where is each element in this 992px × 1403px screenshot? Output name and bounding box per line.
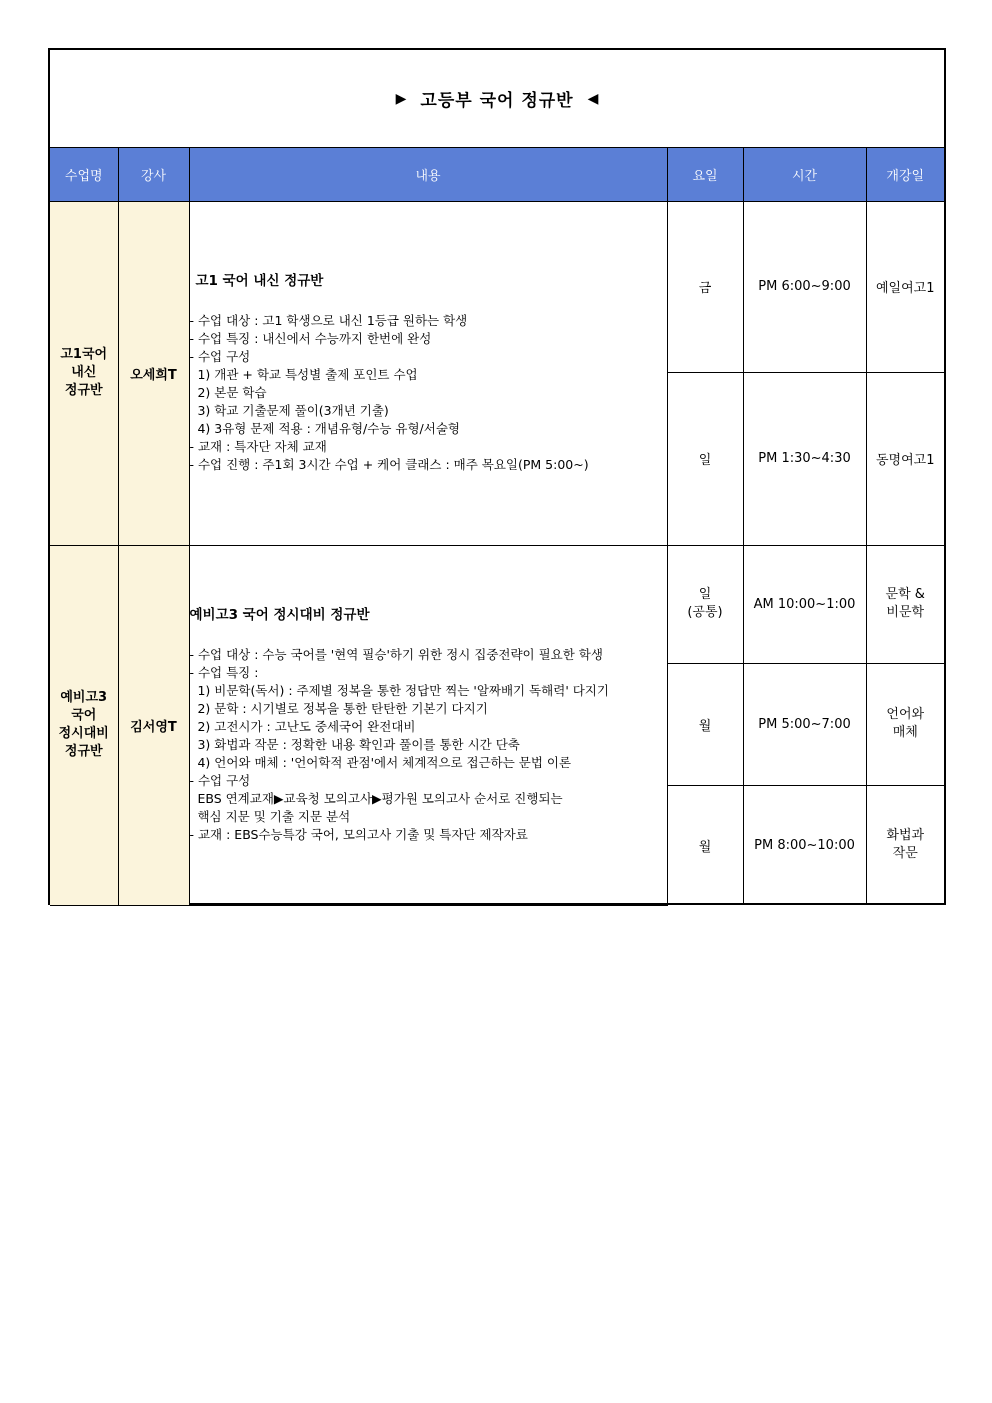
start-line: 비문학 [886, 605, 925, 620]
start-line: 화법과 [886, 828, 925, 844]
content-line: - 수업 구성 [189, 773, 251, 788]
content-title: 예비고3 국어 정시대비 정규반 [189, 607, 370, 623]
content-line: - 교재 : 특자단 자체 교재 [189, 439, 327, 454]
content-line: - 교재 : EBS수능특강 국어, 모의고사 기출 및 특자단 제작자료 [189, 827, 528, 842]
day-cell: 월 [667, 785, 743, 905]
course-name-cell [50, 545, 118, 905]
time-cell: PM 5:00~7:00 [743, 663, 866, 785]
content-line: 2) 고전시가 : 고난도 중세국어 완전대비 [189, 719, 416, 734]
content-cell [189, 201, 667, 545]
teacher-cell: 오세희T [118, 201, 189, 545]
time-cell: PM 6:00~9:00 [743, 201, 866, 372]
content-line: 4) 3유형 문제 적용 : 개념유형/수능 유형/서술형 [189, 421, 460, 436]
content-line: 2) 본문 학습 [189, 385, 267, 400]
time-cell: PM 8:00~10:00 [743, 785, 866, 905]
course-name-line: 내신 [71, 365, 97, 380]
header-day: 요일 [667, 148, 743, 201]
header-start: 개강일 [866, 148, 944, 201]
day-line: 일 [698, 587, 712, 602]
course-name-line: 예비고3 [60, 690, 108, 705]
page-title: 고등부 국어 정규반 [420, 91, 574, 111]
header-course-name: 수업명 [50, 148, 118, 201]
content-line: 1) 비문학(독서) : 주제별 정복을 통한 정답만 찍는 '알짜배기 독해력' 다지기 [189, 683, 609, 698]
day-cell: 일 [667, 372, 743, 545]
content-line: - 수업 특징 : 내신에서 수능까지 한번에 완성 [189, 331, 432, 346]
day-cell: 월 [667, 663, 743, 785]
course-name-line: 정규반 [64, 744, 103, 759]
course-name-cell [50, 201, 118, 545]
content-line: EBS 연계교재▶교육청 모의고사▶평가원 모의고사 순서로 진행되는 [189, 791, 563, 806]
content-line: 핵심 지문 및 기출 지문 분석 [189, 809, 351, 824]
course-table [50, 148, 944, 906]
start-line: 문학 & [885, 587, 925, 602]
day-line: (공통) [687, 605, 723, 620]
content-line: - 수업 진행 : 주1회 3시간 수업 + 케어 클래스 : 매주 목요일(PM 5:00~) [189, 457, 589, 472]
schedule-sheet [48, 48, 946, 905]
content-line: - 수업 대상 : 수능 국어를 '현역 필승'하기 위한 정시 집중전략이 필요한 학생 [189, 647, 603, 662]
time-cell: PM 1:30~4:30 [743, 372, 866, 545]
start-cell [866, 545, 944, 663]
start-line: 작문 [892, 846, 918, 862]
left-pointing-triangle-icon: ◀ [587, 90, 599, 107]
header-content: 내용 [189, 148, 667, 201]
content-title: 고1 국어 내신 정규반 [195, 273, 324, 289]
course-name-line: 고1국어 [60, 347, 108, 362]
start-cell: 동명여고1 [866, 372, 944, 545]
title-row [50, 50, 944, 148]
content-line: - 수업 구성 [189, 349, 251, 364]
course-name-line: 국어 [71, 708, 97, 723]
table-row [50, 545, 944, 663]
content-line: 2) 문학 : 시기별로 정복을 통한 탄탄한 기본기 다지기 [189, 701, 488, 716]
table-row [50, 201, 944, 372]
content-line: 3) 화법과 작문 : 정확한 내용 확인과 풀이를 통한 시간 단축 [189, 737, 520, 752]
header-teacher: 강사 [118, 148, 189, 201]
start-cell [866, 785, 944, 905]
day-cell [667, 545, 743, 663]
content-line: 1) 개관 + 학교 특성별 출제 포인트 수업 [189, 367, 418, 382]
content-cell [189, 545, 667, 905]
start-line: 매체 [892, 725, 918, 740]
start-cell: 예일여고1 [866, 201, 944, 372]
content-line: - 수업 대상 : 고1 학생으로 내신 1등급 원하는 학생 [189, 313, 468, 328]
right-pointing-triangle-icon: ▶ [395, 90, 407, 107]
header-row [50, 148, 944, 201]
day-cell: 금 [667, 201, 743, 372]
start-cell [866, 663, 944, 785]
course-name-line: 정규반 [64, 383, 103, 398]
content-line: - 수업 특징 : [189, 665, 259, 680]
content-line: 4) 언어와 매체 : '언어학적 관점'에서 체계적으로 접근하는 문법 이론 [189, 755, 572, 770]
time-cell: AM 10:00~1:00 [743, 545, 866, 663]
header-time: 시간 [743, 148, 866, 201]
start-line: 언어와 [886, 707, 925, 722]
content-line: 3) 학교 기출문제 풀이(3개년 기출) [189, 403, 389, 418]
teacher-cell: 김서영T [118, 545, 189, 905]
course-name-line: 정시대비 [58, 726, 109, 741]
